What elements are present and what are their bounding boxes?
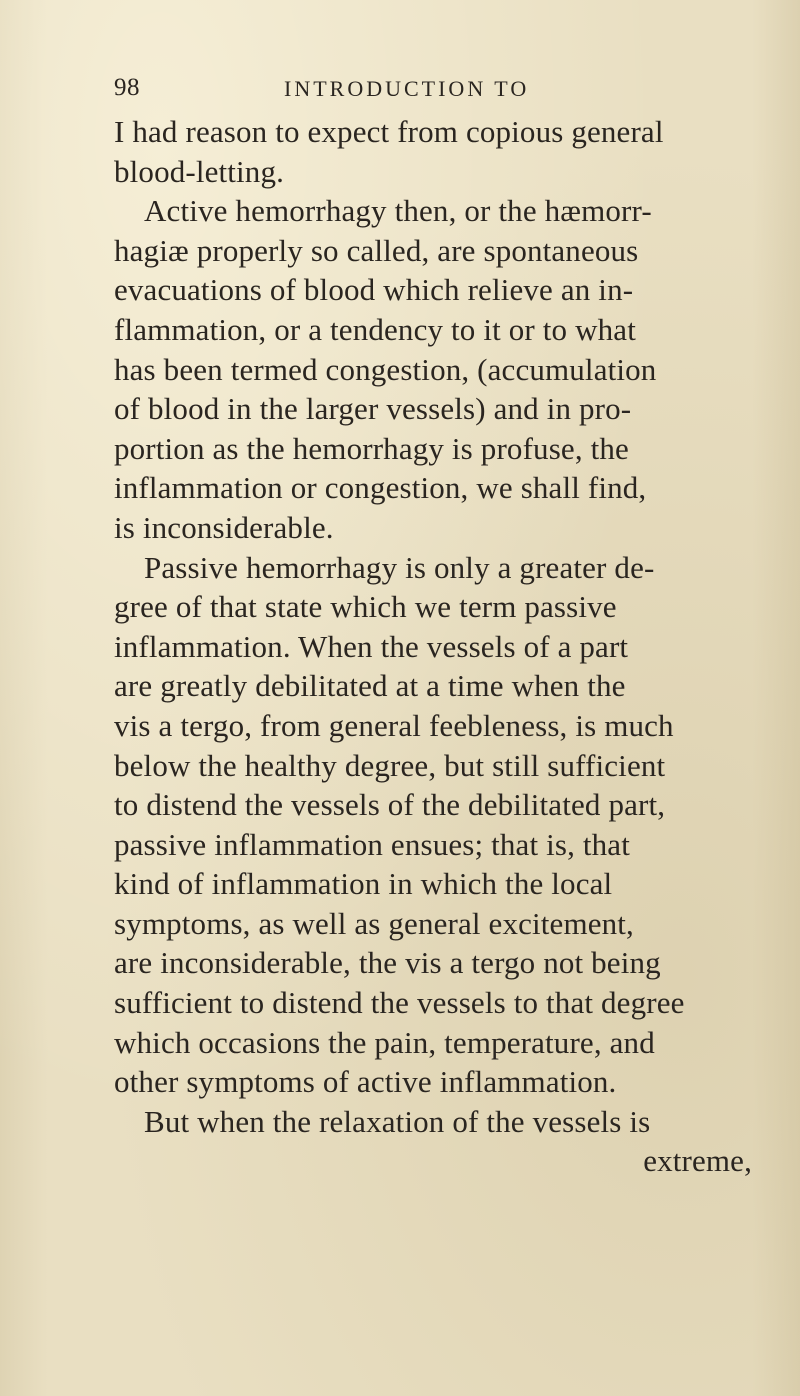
paragraph-start-line: Passive hemorrhagy is only a greater de- <box>144 549 655 585</box>
text-line: inflammation or congestion, we shall find, <box>114 470 647 506</box>
text-line: flammation, or a tendency to it or to what <box>114 311 636 347</box>
text-line: is inconsiderable. <box>114 509 334 545</box>
text-line: passive inflammation ensues; that is, that <box>114 826 630 862</box>
text-line: to distend the vessels of the debilitated part, <box>114 787 666 823</box>
running-head-title: INTRODUCTION TO <box>284 76 530 101</box>
text-line: vis a tergo, from general feebleness, is much <box>114 707 674 743</box>
text-line: has been termed congestion, (accumulation <box>114 351 657 387</box>
text-line: symptoms, as well as general excitement, <box>114 905 634 941</box>
text-line: sufficient to distend the vessels to that degree <box>114 985 685 1021</box>
body-text <box>114 112 754 1181</box>
text-line: evacuations of blood which relieve an in- <box>114 272 634 308</box>
text-line: hagiæ properly so called, are spontaneous <box>114 232 639 268</box>
text-line: portion as the hemorrhagy is profuse, the <box>114 430 629 466</box>
paragraph-start-line: Active hemorrhagy then, or the hæmorr- <box>144 193 652 229</box>
page-number: 98 <box>114 74 140 101</box>
text-line: blood-letting. <box>114 153 284 189</box>
text-line: of blood in the larger vessels) and in pro- <box>114 391 632 427</box>
running-head <box>114 74 714 110</box>
text-line: are greatly debilitated at a time when the <box>114 668 626 704</box>
text-line: kind of inflammation in which the local <box>114 866 613 902</box>
text-line: other symptoms of active inflammation. <box>114 1064 617 1100</box>
text-line: gree of that state which we term passive <box>114 589 617 625</box>
catchword: extreme, <box>643 1143 752 1179</box>
text-line: inflammation. When the vessels of a part <box>114 628 629 664</box>
text-line: I had reason to expect from copious general <box>114 114 664 149</box>
paragraph-start-line: But when the relaxation of the vessels is <box>144 1103 651 1139</box>
text-line: which occasions the pain, temperature, and <box>114 1024 655 1060</box>
text-line: below the healthy degree, but still sufficient <box>114 747 666 783</box>
text-line: are inconsiderable, the vis a tergo not being <box>114 945 661 981</box>
